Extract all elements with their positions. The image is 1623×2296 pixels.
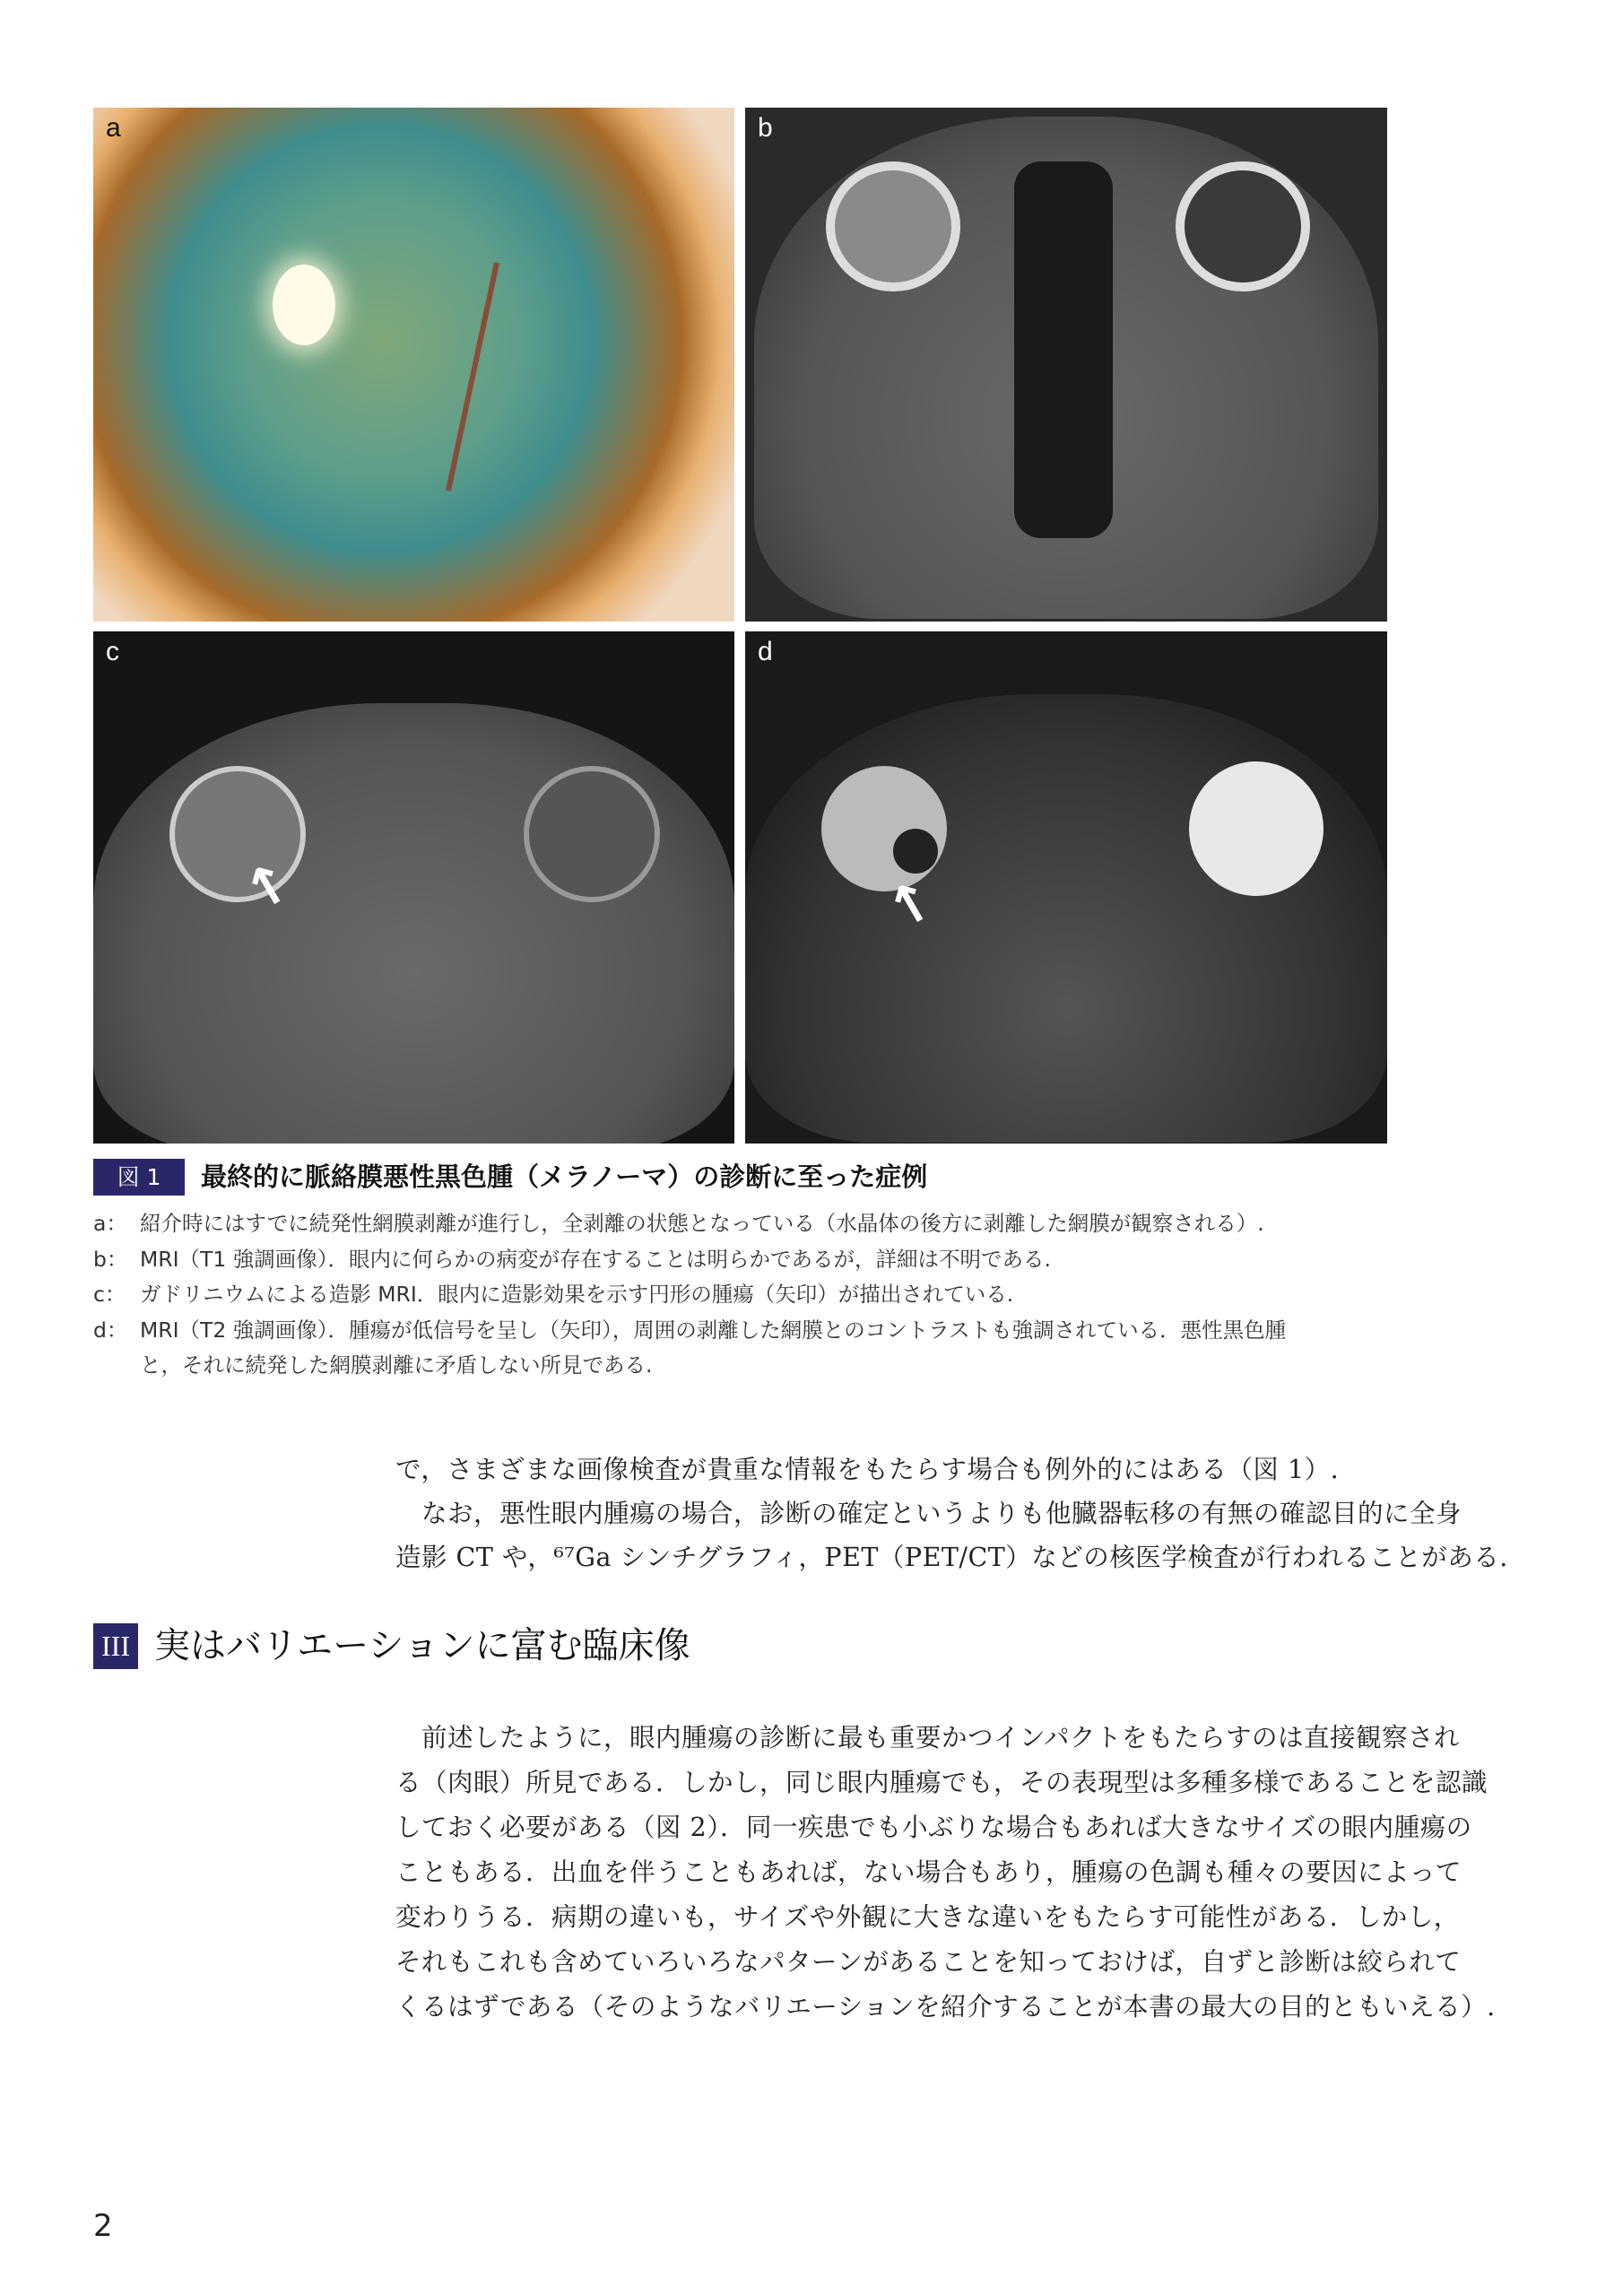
mri-gd-panel-c: [93, 631, 734, 1144]
caption-text: 紹介時にはすでに続発性網膜剥離が進行し，全剥離の状態となっている（水晶体の後方に剥離した網膜が観察される）.: [140, 1211, 1264, 1236]
mri-t2-panel-d: [745, 631, 1387, 1144]
caption-key: d：: [93, 1318, 128, 1343]
panel-label: c: [106, 637, 119, 666]
arrow-icon: ↑: [875, 866, 947, 944]
page-number: 2: [93, 2208, 113, 2244]
body-line: る（肉眼）所見である．しかし，同じ眼内腫瘍でも，その表現型は多種多様であることを認識: [395, 1768, 1488, 1797]
left-eye: [524, 766, 660, 902]
head-section: [93, 703, 734, 1144]
caption-line: [93, 1277, 1013, 1308]
section-number: III: [93, 1623, 138, 1669]
caption-text: と，それに続発した網膜剥離に矛盾しない所見である.: [140, 1352, 653, 1378]
section-heading: 実はバリエーションに富む臨床像: [154, 1625, 690, 1666]
fundus-photo-panel-a: [93, 108, 734, 622]
figure-title: 最終的に脈絡膜悪性黒色腫（メラノーマ）の診断に至った症例: [201, 1161, 928, 1192]
mri-t1-panel-b: [745, 108, 1387, 622]
left-eye: [1189, 761, 1324, 896]
body-line: 造影 CT や，⁶⁷Ga シンチグラフィ，PET（PET/CT）などの核医学検査が行われることがある.: [395, 1543, 1508, 1572]
head-section: [745, 694, 1387, 1143]
arrow-icon: ↑: [232, 848, 304, 926]
caption-key: c：: [93, 1282, 126, 1307]
light-reflex: [273, 265, 335, 345]
caption-text: MRI（T1 強調画像）．眼内に何らかの病変が存在することは明らかであるが，詳細は不明である.: [140, 1247, 1052, 1272]
body-line: くるはずである（そのようなバリエーションを紹介することが本書の最大の目的ともいえる）.: [395, 1992, 1496, 2022]
body-line: 前述したように，眼内腫瘍の診断に最も重要かつインパクトをもたらすのは直接観察され: [395, 1723, 1461, 1752]
right-eye: [821, 766, 947, 891]
right-eye: [826, 161, 960, 291]
caption-text: ガドリニウムによる造影 MRI．眼内に造影効果を示す円形の腫瘍（矢印）が描出されている.: [140, 1282, 1014, 1307]
body-line: 変わりうる．病期の違いも，サイズや外観に大きな違いをもたらす可能性がある．しかし，: [395, 1902, 1460, 1932]
body-line: それもこれも含めていろいろなパターンがあることを知っておけば，自ずと診断は絞られて: [395, 1947, 1462, 1977]
left-eye: [1176, 161, 1310, 291]
body-line: しておく必要がある（図 2）．同一疾患でも小ぶりな場合もあれば大きなサイズの眼内腫瘍の: [395, 1813, 1472, 1842]
figure-caption-bar: [93, 1159, 1387, 1196]
panel-label: d: [758, 637, 773, 666]
caption-text: MRI（T2 強調画像）．腫瘍が低信号を呈し（矢印），周囲の剥離した網膜とのコントラストも強調されている．悪性黒色腫: [140, 1318, 1287, 1343]
caption-line: [93, 1206, 1264, 1237]
panel-label: a: [106, 113, 121, 143]
caption-key: a：: [93, 1211, 127, 1236]
caption-key: b：: [93, 1247, 128, 1272]
body-line: なお，悪性眼内腫瘍の場合，診断の確定というよりも他臓器転移の有無の確認目的に全身: [395, 1499, 1462, 1528]
retinal-vessel: [446, 262, 499, 491]
body-line: で，さまざまな画像検査が貴重な情報をもたらす場合も例外的にはある（図 1）.: [395, 1455, 1340, 1484]
caption-line: [93, 1313, 1286, 1344]
panel-label: b: [758, 113, 773, 143]
body-line: こともある．出血を伴うこともあれば，ない場合もあり，腫瘍の色調も種々の要因によって: [395, 1857, 1462, 1887]
caption-line: [93, 1348, 652, 1378]
caption-line: [93, 1242, 1051, 1273]
nasal-cavity: [1014, 161, 1113, 538]
figure-number: 図 1: [93, 1159, 185, 1196]
